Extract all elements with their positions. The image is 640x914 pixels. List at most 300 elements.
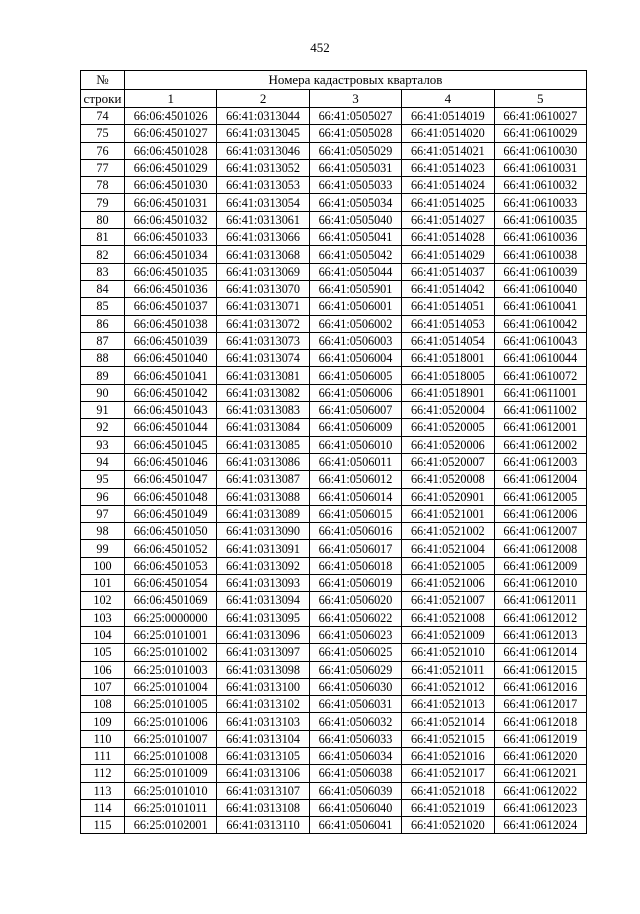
cadastral-quarter-cell: 66:41:0313052 xyxy=(217,159,309,176)
cadastral-quarter-cell: 66:41:0313085 xyxy=(217,436,309,453)
cadastral-quarter-cell: 66:41:0313108 xyxy=(217,799,309,816)
column-header: 3 xyxy=(309,90,401,108)
cadastral-quarter-cell: 66:41:0610043 xyxy=(494,332,586,349)
table-row xyxy=(81,436,587,453)
cadastral-quarter-cell: 66:41:0505033 xyxy=(309,177,401,194)
row-number: 87 xyxy=(81,332,125,349)
cadastral-quarter-cell: 66:41:0506018 xyxy=(309,557,401,574)
column-header: 5 xyxy=(494,90,586,108)
table-row xyxy=(81,747,587,764)
table-row xyxy=(81,125,587,142)
cadastral-quarter-cell: 66:25:0101003 xyxy=(125,661,217,678)
cadastral-quarter-cell: 66:06:4501041 xyxy=(125,367,217,384)
cadastral-quarter-cell: 66:06:4501038 xyxy=(125,315,217,332)
row-number: 86 xyxy=(81,315,125,332)
cadastral-quarter-cell: 66:41:0612024 xyxy=(494,817,586,834)
cadastral-quarter-cell: 66:25:0102001 xyxy=(125,817,217,834)
cadastral-quarter-cell: 66:41:0506014 xyxy=(309,488,401,505)
cadastral-quarter-cell: 66:41:0313071 xyxy=(217,298,309,315)
cadastral-quarter-cell: 66:25:0101002 xyxy=(125,644,217,661)
cadastral-quarter-cell: 66:41:0612012 xyxy=(494,609,586,626)
cadastral-quarter-cell: 66:06:4501029 xyxy=(125,159,217,176)
cadastral-quarter-cell: 66:41:0514023 xyxy=(402,159,494,176)
column-header: 1 xyxy=(125,90,217,108)
column-header: 2 xyxy=(217,90,309,108)
cadastral-quarter-cell: 66:41:0313068 xyxy=(217,246,309,263)
cadastral-quarter-cell: 66:41:0506029 xyxy=(309,661,401,678)
row-number: 106 xyxy=(81,661,125,678)
cadastral-quarter-cell: 66:41:0514020 xyxy=(402,125,494,142)
cadastral-quarter-cell: 66:41:0521018 xyxy=(402,782,494,799)
cadastral-quarter-cell: 66:41:0313093 xyxy=(217,575,309,592)
cadastral-quarter-cell: 66:06:4501042 xyxy=(125,384,217,401)
row-number: 99 xyxy=(81,540,125,557)
cadastral-quarter-cell: 66:41:0612017 xyxy=(494,696,586,713)
cadastral-quarter-cell: 66:06:4501054 xyxy=(125,575,217,592)
row-number: 94 xyxy=(81,453,125,470)
cadastral-quarter-cell: 66:06:4501048 xyxy=(125,488,217,505)
cadastral-quarter-cell: 66:41:0506003 xyxy=(309,332,401,349)
cadastral-quarter-cell: 66:41:0612013 xyxy=(494,626,586,643)
row-number: 101 xyxy=(81,575,125,592)
cadastral-quarter-cell: 66:41:0521010 xyxy=(402,644,494,661)
table-row xyxy=(81,540,587,557)
cadastral-quarter-cell: 66:06:4501039 xyxy=(125,332,217,349)
cadastral-quarter-cell: 66:41:0612005 xyxy=(494,488,586,505)
cadastral-quarter-cell: 66:41:0313072 xyxy=(217,315,309,332)
cadastral-quarter-cell: 66:41:0514025 xyxy=(402,194,494,211)
row-number: 76 xyxy=(81,142,125,159)
cadastral-quarter-cell: 66:41:0313095 xyxy=(217,609,309,626)
cadastral-quarter-cell: 66:41:0313046 xyxy=(217,142,309,159)
table-row xyxy=(81,419,587,436)
cadastral-quarter-cell: 66:41:0610038 xyxy=(494,246,586,263)
cadastral-quarter-cell: 66:06:4501045 xyxy=(125,436,217,453)
row-number: 85 xyxy=(81,298,125,315)
cadastral-quarter-cell: 66:41:0514042 xyxy=(402,280,494,297)
cadastral-quarter-cell: 66:41:0313092 xyxy=(217,557,309,574)
cadastral-quarter-cell: 66:41:0610044 xyxy=(494,350,586,367)
table-row xyxy=(81,609,587,626)
table-row xyxy=(81,730,587,747)
cadastral-quarter-cell: 66:41:0505029 xyxy=(309,142,401,159)
table-row xyxy=(81,246,587,263)
cadastral-quarter-cell: 66:25:0101005 xyxy=(125,696,217,713)
cadastral-quarter-cell: 66:41:0514019 xyxy=(402,108,494,125)
cadastral-quarter-cell: 66:41:0610029 xyxy=(494,125,586,142)
cadastral-quarter-cell: 66:41:0518901 xyxy=(402,384,494,401)
cadastral-quarter-cell: 66:41:0313105 xyxy=(217,747,309,764)
cadastral-quarter-cell: 66:41:0313045 xyxy=(217,125,309,142)
cadastral-quarter-cell: 66:41:0313081 xyxy=(217,367,309,384)
cadastral-quarter-cell: 66:25:0101010 xyxy=(125,782,217,799)
row-number: 84 xyxy=(81,280,125,297)
table-row xyxy=(81,765,587,782)
cadastral-quarter-cell: 66:41:0313066 xyxy=(217,229,309,246)
cadastral-quarter-cell: 66:41:0313084 xyxy=(217,419,309,436)
row-number: 115 xyxy=(81,817,125,834)
table-row xyxy=(81,557,587,574)
cadastral-quarter-cell: 66:41:0313098 xyxy=(217,661,309,678)
cadastral-quarter-cell: 66:41:0313069 xyxy=(217,263,309,280)
cadastral-quarter-cell: 66:41:0514029 xyxy=(402,246,494,263)
cadastral-quarter-cell: 66:41:0521011 xyxy=(402,661,494,678)
cadastral-quarter-cell: 66:41:0313054 xyxy=(217,194,309,211)
table-row xyxy=(81,108,587,125)
row-number: 82 xyxy=(81,246,125,263)
cadastral-quarter-cell: 66:41:0313086 xyxy=(217,453,309,470)
cadastral-quarter-cell: 66:25:0101009 xyxy=(125,765,217,782)
table-row xyxy=(81,194,587,211)
cadastral-quarter-cell: 66:41:0506025 xyxy=(309,644,401,661)
cadastral-quarter-cell: 66:06:4501052 xyxy=(125,540,217,557)
cadastral-quarter-cell: 66:41:0610041 xyxy=(494,298,586,315)
cadastral-quarter-cell: 66:41:0505027 xyxy=(309,108,401,125)
table-row xyxy=(81,575,587,592)
cadastral-quarter-cell: 66:41:0506007 xyxy=(309,402,401,419)
cadastral-quarter-cell: 66:41:0610032 xyxy=(494,177,586,194)
cadastral-quarter-cell: 66:41:0610030 xyxy=(494,142,586,159)
row-number: 103 xyxy=(81,609,125,626)
cadastral-quarter-cell: 66:41:0313053 xyxy=(217,177,309,194)
table-row xyxy=(81,696,587,713)
cadastral-quarter-cell: 66:41:0612023 xyxy=(494,799,586,816)
table-row xyxy=(81,384,587,401)
cadastral-quarter-cell: 66:41:0610031 xyxy=(494,159,586,176)
cadastral-quarter-cell: 66:41:0612010 xyxy=(494,575,586,592)
cadastral-quarter-cell: 66:41:0506009 xyxy=(309,419,401,436)
table-row xyxy=(81,713,587,730)
cadastral-quarter-cell: 66:06:4501027 xyxy=(125,125,217,142)
cadastral-quarter-cell: 66:41:0506016 xyxy=(309,523,401,540)
row-number: 109 xyxy=(81,713,125,730)
cadastral-quarter-cell: 66:41:0506033 xyxy=(309,730,401,747)
cadastral-quarter-cell: 66:06:4501028 xyxy=(125,142,217,159)
table-row xyxy=(81,678,587,695)
cadastral-quarter-cell: 66:41:0506034 xyxy=(309,747,401,764)
cadastral-quarter-cell: 66:41:0514024 xyxy=(402,177,494,194)
cadastral-quarter-cell: 66:41:0612008 xyxy=(494,540,586,557)
table-row xyxy=(81,471,587,488)
cadastral-quarter-cell: 66:41:0612015 xyxy=(494,661,586,678)
cadastral-quarter-cell: 66:25:0101007 xyxy=(125,730,217,747)
cadastral-quarter-cell: 66:41:0313100 xyxy=(217,678,309,695)
cadastral-quarter-cell: 66:41:0610036 xyxy=(494,229,586,246)
cadastral-quarter-cell: 66:41:0313091 xyxy=(217,540,309,557)
cadastral-quarter-cell: 66:41:0506032 xyxy=(309,713,401,730)
cadastral-quarter-cell: 66:06:4501050 xyxy=(125,523,217,540)
cadastral-quarter-cell: 66:41:0612014 xyxy=(494,644,586,661)
cadastral-quarter-cell: 66:41:0313089 xyxy=(217,505,309,522)
cadastral-quarter-cell: 66:41:0506011 xyxy=(309,453,401,470)
cadastral-quarter-cell: 66:25:0101011 xyxy=(125,799,217,816)
cadastral-quarter-cell: 66:41:0521016 xyxy=(402,747,494,764)
cadastral-quarter-cell: 66:41:0313087 xyxy=(217,471,309,488)
cadastral-quarter-cell: 66:41:0521006 xyxy=(402,575,494,592)
cadastral-quarter-cell: 66:41:0313090 xyxy=(217,523,309,540)
table-row xyxy=(81,280,587,297)
row-number: 97 xyxy=(81,505,125,522)
cadastral-quarter-cell: 66:41:0313082 xyxy=(217,384,309,401)
cadastral-quarter-cell: 66:06:4501031 xyxy=(125,194,217,211)
cadastral-quarter-cell: 66:41:0611001 xyxy=(494,384,586,401)
cadastral-quarter-cell: 66:41:0514027 xyxy=(402,211,494,228)
row-number: 105 xyxy=(81,644,125,661)
cadastral-quarter-cell: 66:41:0610033 xyxy=(494,194,586,211)
cadastral-quarter-cell: 66:41:0506017 xyxy=(309,540,401,557)
row-number: 102 xyxy=(81,592,125,609)
cadastral-quarter-cell: 66:41:0612009 xyxy=(494,557,586,574)
table-body xyxy=(81,108,587,834)
row-number: 104 xyxy=(81,626,125,643)
cadastral-quarter-cell: 66:41:0612019 xyxy=(494,730,586,747)
row-number: 110 xyxy=(81,730,125,747)
row-number: 74 xyxy=(81,108,125,125)
table-row xyxy=(81,402,587,419)
row-number: 78 xyxy=(81,177,125,194)
cadastral-quarter-cell: 66:25:0000000 xyxy=(125,609,217,626)
cadastral-quarter-cell: 66:06:4501069 xyxy=(125,592,217,609)
cadastral-quarter-cell: 66:41:0313083 xyxy=(217,402,309,419)
cadastral-quarter-cell: 66:41:0612018 xyxy=(494,713,586,730)
cadastral-quarter-cell: 66:41:0514028 xyxy=(402,229,494,246)
cadastral-quarter-cell: 66:41:0612011 xyxy=(494,592,586,609)
cadastral-quarter-cell: 66:41:0505031 xyxy=(309,159,401,176)
cadastral-quarter-cell: 66:41:0506002 xyxy=(309,315,401,332)
cadastral-quarter-cell: 66:06:4501053 xyxy=(125,557,217,574)
cadastral-quarters-table xyxy=(80,70,587,834)
cadastral-quarter-cell: 66:41:0521009 xyxy=(402,626,494,643)
cadastral-quarter-cell: 66:41:0612003 xyxy=(494,453,586,470)
table-row xyxy=(81,644,587,661)
header-group-title: Номера кадастровых кварталов xyxy=(125,71,587,90)
cadastral-quarter-cell: 66:41:0610072 xyxy=(494,367,586,384)
cadastral-quarter-cell: 66:41:0520004 xyxy=(402,402,494,419)
row-number: 77 xyxy=(81,159,125,176)
cadastral-quarter-cell: 66:41:0313088 xyxy=(217,488,309,505)
cadastral-quarter-cell: 66:41:0313102 xyxy=(217,696,309,713)
table-row xyxy=(81,817,587,834)
cadastral-quarter-cell: 66:41:0313107 xyxy=(217,782,309,799)
cadastral-quarter-cell: 66:06:4501034 xyxy=(125,246,217,263)
cadastral-quarter-cell: 66:41:0506019 xyxy=(309,575,401,592)
cadastral-quarter-cell: 66:06:4501047 xyxy=(125,471,217,488)
row-number: 81 xyxy=(81,229,125,246)
row-number: 83 xyxy=(81,263,125,280)
cadastral-quarter-cell: 66:41:0506023 xyxy=(309,626,401,643)
cadastral-quarter-cell: 66:25:0101008 xyxy=(125,747,217,764)
row-number: 95 xyxy=(81,471,125,488)
cadastral-quarter-cell: 66:41:0506004 xyxy=(309,350,401,367)
cadastral-quarter-cell: 66:41:0313097 xyxy=(217,644,309,661)
table-row xyxy=(81,799,587,816)
cadastral-quarter-cell: 66:41:0313074 xyxy=(217,350,309,367)
cadastral-quarter-cell: 66:06:4501030 xyxy=(125,177,217,194)
row-number: 80 xyxy=(81,211,125,228)
cadastral-quarter-cell: 66:41:0520008 xyxy=(402,471,494,488)
cadastral-quarter-cell: 66:41:0506001 xyxy=(309,298,401,315)
cadastral-quarter-cell: 66:41:0521002 xyxy=(402,523,494,540)
cadastral-quarter-cell: 66:41:0612020 xyxy=(494,747,586,764)
table-row xyxy=(81,367,587,384)
column-header: 4 xyxy=(402,90,494,108)
cadastral-quarter-cell: 66:41:0521014 xyxy=(402,713,494,730)
cadastral-quarter-cell: 66:06:4501033 xyxy=(125,229,217,246)
cadastral-quarter-cell: 66:41:0506031 xyxy=(309,696,401,713)
row-number: 114 xyxy=(81,799,125,816)
cadastral-quarter-cell: 66:41:0514051 xyxy=(402,298,494,315)
cadastral-quarter-cell: 66:41:0313061 xyxy=(217,211,309,228)
cadastral-quarter-cell: 66:41:0506022 xyxy=(309,609,401,626)
cadastral-quarter-cell: 66:41:0505901 xyxy=(309,280,401,297)
row-number: 93 xyxy=(81,436,125,453)
cadastral-quarter-cell: 66:41:0506038 xyxy=(309,765,401,782)
row-number: 88 xyxy=(81,350,125,367)
table-row xyxy=(81,453,587,470)
table-row xyxy=(81,523,587,540)
table-row xyxy=(81,177,587,194)
cadastral-quarter-cell: 66:06:4501026 xyxy=(125,108,217,125)
cadastral-quarter-cell: 66:41:0514021 xyxy=(402,142,494,159)
cadastral-quarter-cell: 66:41:0313110 xyxy=(217,817,309,834)
cadastral-quarter-cell: 66:41:0506006 xyxy=(309,384,401,401)
cadastral-quarter-cell: 66:41:0518001 xyxy=(402,350,494,367)
cadastral-quarter-cell: 66:41:0610035 xyxy=(494,211,586,228)
row-number: 91 xyxy=(81,402,125,419)
cadastral-quarter-cell: 66:41:0612016 xyxy=(494,678,586,695)
header-row-number-sign: № xyxy=(81,71,125,90)
row-number: 89 xyxy=(81,367,125,384)
row-number: 107 xyxy=(81,678,125,695)
cadastral-quarter-cell: 66:41:0610040 xyxy=(494,280,586,297)
cadastral-quarter-cell: 66:41:0521008 xyxy=(402,609,494,626)
cadastral-quarter-cell: 66:41:0313103 xyxy=(217,713,309,730)
cadastral-quarter-cell: 66:41:0612004 xyxy=(494,471,586,488)
cadastral-quarter-cell: 66:41:0505042 xyxy=(309,246,401,263)
row-number: 90 xyxy=(81,384,125,401)
row-number: 112 xyxy=(81,765,125,782)
cadastral-quarter-cell: 66:41:0520007 xyxy=(402,453,494,470)
cadastral-quarter-cell: 66:41:0521007 xyxy=(402,592,494,609)
table-row xyxy=(81,505,587,522)
cadastral-quarter-cell: 66:25:0101004 xyxy=(125,678,217,695)
cadastral-quarter-cell: 66:06:4501046 xyxy=(125,453,217,470)
table-row xyxy=(81,229,587,246)
cadastral-quarter-cell: 66:41:0518005 xyxy=(402,367,494,384)
cadastral-quarter-cell: 66:41:0521017 xyxy=(402,765,494,782)
cadastral-quarter-cell: 66:06:4501032 xyxy=(125,211,217,228)
row-number: 96 xyxy=(81,488,125,505)
cadastral-quarter-cell: 66:41:0506039 xyxy=(309,782,401,799)
cadastral-quarter-cell: 66:41:0506040 xyxy=(309,799,401,816)
cadastral-quarter-cell: 66:41:0612021 xyxy=(494,765,586,782)
cadastral-quarter-cell: 66:41:0506010 xyxy=(309,436,401,453)
cadastral-quarter-cell: 66:41:0521019 xyxy=(402,799,494,816)
cadastral-quarter-cell: 66:41:0521020 xyxy=(402,817,494,834)
row-number: 111 xyxy=(81,747,125,764)
cadastral-quarter-cell: 66:41:0610027 xyxy=(494,108,586,125)
table-row xyxy=(81,626,587,643)
cadastral-quarter-cell: 66:41:0612002 xyxy=(494,436,586,453)
table-row xyxy=(81,782,587,799)
row-number: 75 xyxy=(81,125,125,142)
cadastral-quarter-cell: 66:06:4501035 xyxy=(125,263,217,280)
cadastral-quarter-cell: 66:06:4501044 xyxy=(125,419,217,436)
cadastral-quarter-cell: 66:06:4501037 xyxy=(125,298,217,315)
row-number: 100 xyxy=(81,557,125,574)
header-row-number-label: строки xyxy=(81,90,125,108)
row-number: 113 xyxy=(81,782,125,799)
cadastral-quarter-cell: 66:41:0313106 xyxy=(217,765,309,782)
cadastral-quarter-cell: 66:06:4501036 xyxy=(125,280,217,297)
cadastral-quarter-cell: 66:41:0521004 xyxy=(402,540,494,557)
cadastral-quarter-cell: 66:41:0505034 xyxy=(309,194,401,211)
table-row xyxy=(81,315,587,332)
cadastral-quarter-cell: 66:41:0610039 xyxy=(494,263,586,280)
cadastral-quarter-cell: 66:06:4501049 xyxy=(125,505,217,522)
cadastral-quarter-cell: 66:41:0313044 xyxy=(217,108,309,125)
table-row xyxy=(81,263,587,280)
row-number: 79 xyxy=(81,194,125,211)
row-number: 108 xyxy=(81,696,125,713)
cadastral-quarter-cell: 66:41:0313094 xyxy=(217,592,309,609)
cadastral-quarter-cell: 66:41:0521013 xyxy=(402,696,494,713)
cadastral-quarter-cell: 66:41:0521012 xyxy=(402,678,494,695)
cadastral-quarter-cell: 66:41:0610042 xyxy=(494,315,586,332)
table-row xyxy=(81,661,587,678)
cadastral-quarter-cell: 66:41:0514053 xyxy=(402,315,494,332)
cadastral-quarter-cell: 66:41:0313096 xyxy=(217,626,309,643)
cadastral-quarter-cell: 66:06:4501043 xyxy=(125,402,217,419)
cadastral-quarter-cell: 66:41:0521005 xyxy=(402,557,494,574)
cadastral-quarter-cell: 66:41:0514054 xyxy=(402,332,494,349)
cadastral-quarter-cell: 66:41:0506020 xyxy=(309,592,401,609)
cadastral-quarter-cell: 66:41:0506015 xyxy=(309,505,401,522)
cadastral-quarter-cell: 66:41:0505040 xyxy=(309,211,401,228)
cadastral-quarter-cell: 66:41:0612006 xyxy=(494,505,586,522)
table-row xyxy=(81,211,587,228)
cadastral-quarter-cell: 66:41:0612022 xyxy=(494,782,586,799)
cadastral-quarter-cell: 66:41:0506005 xyxy=(309,367,401,384)
cadastral-quarter-cell: 66:41:0612001 xyxy=(494,419,586,436)
table-row xyxy=(81,488,587,505)
cadastral-quarter-cell: 66:41:0505044 xyxy=(309,263,401,280)
cadastral-quarter-cell: 66:41:0520901 xyxy=(402,488,494,505)
cadastral-quarter-cell: 66:41:0506030 xyxy=(309,678,401,695)
cadastral-quarter-cell: 66:41:0521015 xyxy=(402,730,494,747)
cadastral-quarter-cell: 66:41:0313073 xyxy=(217,332,309,349)
table-row xyxy=(81,159,587,176)
cadastral-quarter-cell: 66:25:0101001 xyxy=(125,626,217,643)
cadastral-quarter-cell: 66:41:0520006 xyxy=(402,436,494,453)
row-number: 92 xyxy=(81,419,125,436)
table-row xyxy=(81,298,587,315)
table-row xyxy=(81,142,587,159)
cadastral-quarter-cell: 66:41:0514037 xyxy=(402,263,494,280)
row-number: 98 xyxy=(81,523,125,540)
page-number: 452 xyxy=(310,40,330,55)
cadastral-quarter-cell: 66:25:0101006 xyxy=(125,713,217,730)
cadastral-quarter-cell: 66:41:0506041 xyxy=(309,817,401,834)
cadastral-quarter-cell: 66:06:4501040 xyxy=(125,350,217,367)
cadastral-quarter-cell: 66:41:0612007 xyxy=(494,523,586,540)
cadastral-quarter-cell: 66:41:0520005 xyxy=(402,419,494,436)
table-row xyxy=(81,350,587,367)
cadastral-quarter-cell: 66:41:0505041 xyxy=(309,229,401,246)
cadastral-quarter-cell: 66:41:0313070 xyxy=(217,280,309,297)
cadastral-quarter-cell: 66:41:0611002 xyxy=(494,402,586,419)
cadastral-quarter-cell: 66:41:0505028 xyxy=(309,125,401,142)
